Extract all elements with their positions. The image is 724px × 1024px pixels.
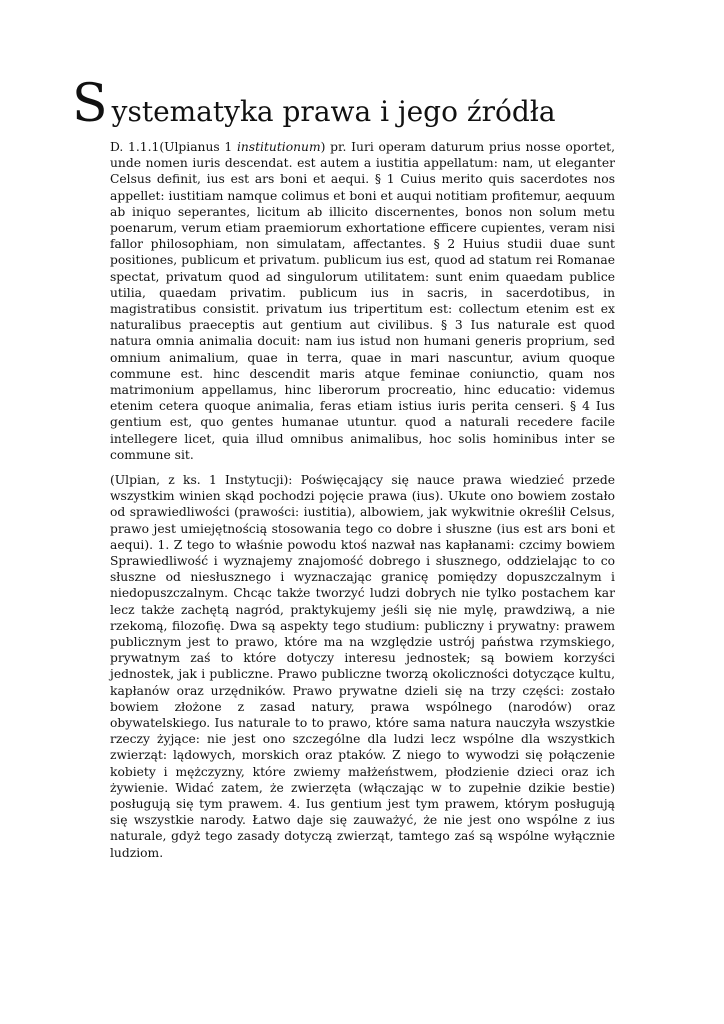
polish-body: (Ulpian, z ks. 1 Instytucji): Poświęcający się nauce prawa wiedzieć przede wszystkim winien skąd pochodzi pojęcie prawa (ius). Ukute ono bowiem zostało od sprawiedliwości (prawości: iustitia), albowiem, jak wykwitnie określił Celsus, prawo jest umiejętnością stosowania tego co dobre i słuszne (ius est ars boni et aequi). 1. Z tego to właśnie powodu ktoś nazwał nas kapłanami: czcimy bowiem Sprawiedliwość i wyznajemy znajomość dobrego i słusznego, oddzielając to co słuszne od niesłusznego i wyznaczając granicę pomiędzy dopuszczalnym i niedopuszczalnym. Chcąc także tworzyć ludzi dobrych nie tylko postachem kar lecz także zachętą nagród, praktykujemy jeśli się nie mylę, prawdziwą, a nie rzekomą, filozofię. Dwa są aspekty tego studium: publiczny i prywatny: prawem publicznym jest to prawo, które ma na względzie ustrój państwa rzymskiego, prywatnym zaś to które dotyczy interesu jednostek; są bowiem korzyści jednostek, jak i publiczne. Prawo publiczne tworzą okoliczności dotyczące kultu, kapłanów oraz urzędników. Prawo prywatne dzieli się na trzy części: zostało bowiem złożone z zasad natury, prawa wspólnego (narodów) oraz obywatelskiego. Ius naturale to to prawo, które sama natura nauczyła wszystkie rzeczy żyjące: nie jest ono szczególne dla ludzi lecz wspólne dla wszystkich zwierząt: lądowych, morskich oraz ptaków. Z niego to wywodzi się połączenie kobiety i mężczyzny, które zwiemy małżeństwem, płodzienie dzieci oraz ich żywienie. Widać zatem, że zwierzęta (włączając w to zupełnie dzikie bestie) posługują się tym prawem. 4. Ius gentium jest tym prawem, którym posługują się wszystkie narody. Łatwo daje się zauważyć, że nie jest ono wspólne z ius naturale, gdyż tego zasady dotyczą zwierząt, tamtego zaś są wspólne wyłącznie ludziom. — [110, 473, 615, 860]
latin-body: pr. Iuri operam daturum prius nosse oportet, unde nomen iuris descendat. est autem a iustitia appellatum: nam, ut eleganter Celsus definit, ius est ars boni et aequi. § 1 Cuius merito quis sacerdotes nos appellet: iustitiam namque colimus et boni et auqui notitiam profitemur, aequum ab iniquo seperantes, licitum ab illicito discernentes, bonos non solum metu poenarum, verum etiam praemiorum exhortatione efficere cupientes, veram nisi fallor philosophiam, non simulatam, affectantes. § 2 Huius studii duae sunt positiones, publicum et privatum. publicum ius est, quod ad statum rei Romanae spectat, privatum quod ad singulorum utilitatem: sunt enim quaedam publice utilia, quaedam privatim. publicum ius in sacris, in sacerdotibus, in magistratibus consistit. privatum ius tripertitum est: collectum etenim est ex naturalibus praeceptis aut gentium aut civilibus. § 3 Ius naturale est quod natura omnia animalia docuit: nam ius istud non humani generis proprium, sed omnium animalium, quae in terra, quae in mari nascuntur, avium quoque commune est. hinc descendit maris atque feminae coniunctio, quam nos matrimonium appellamus, hinc liberorum procreatio, hinc educatio: videmus etenim cetera quoque animalia, feras etiam istius iuris perita censeri. § 4 Ius gentium est, quo gentes humanae utuntur. quod a naturali recedere facile intellegere licet, quia illud omnibus animalibus, hoc solis hominibus inter se commune sit. — [110, 140, 615, 462]
latin-paragraph — [110, 139, 615, 463]
source-work-title: institutionum — [236, 140, 321, 154]
digest-reference: D. 1.1.1 — [110, 140, 160, 154]
title-drop-cap: S — [72, 74, 108, 134]
title-text: ystematyka prawa i jego źródła — [111, 95, 556, 128]
page-title — [72, 74, 556, 138]
polish-paragraph — [110, 472, 615, 861]
source-paren-close: ) — [320, 140, 326, 154]
source-paren-open: (Ulpianus 1 — [159, 140, 237, 154]
